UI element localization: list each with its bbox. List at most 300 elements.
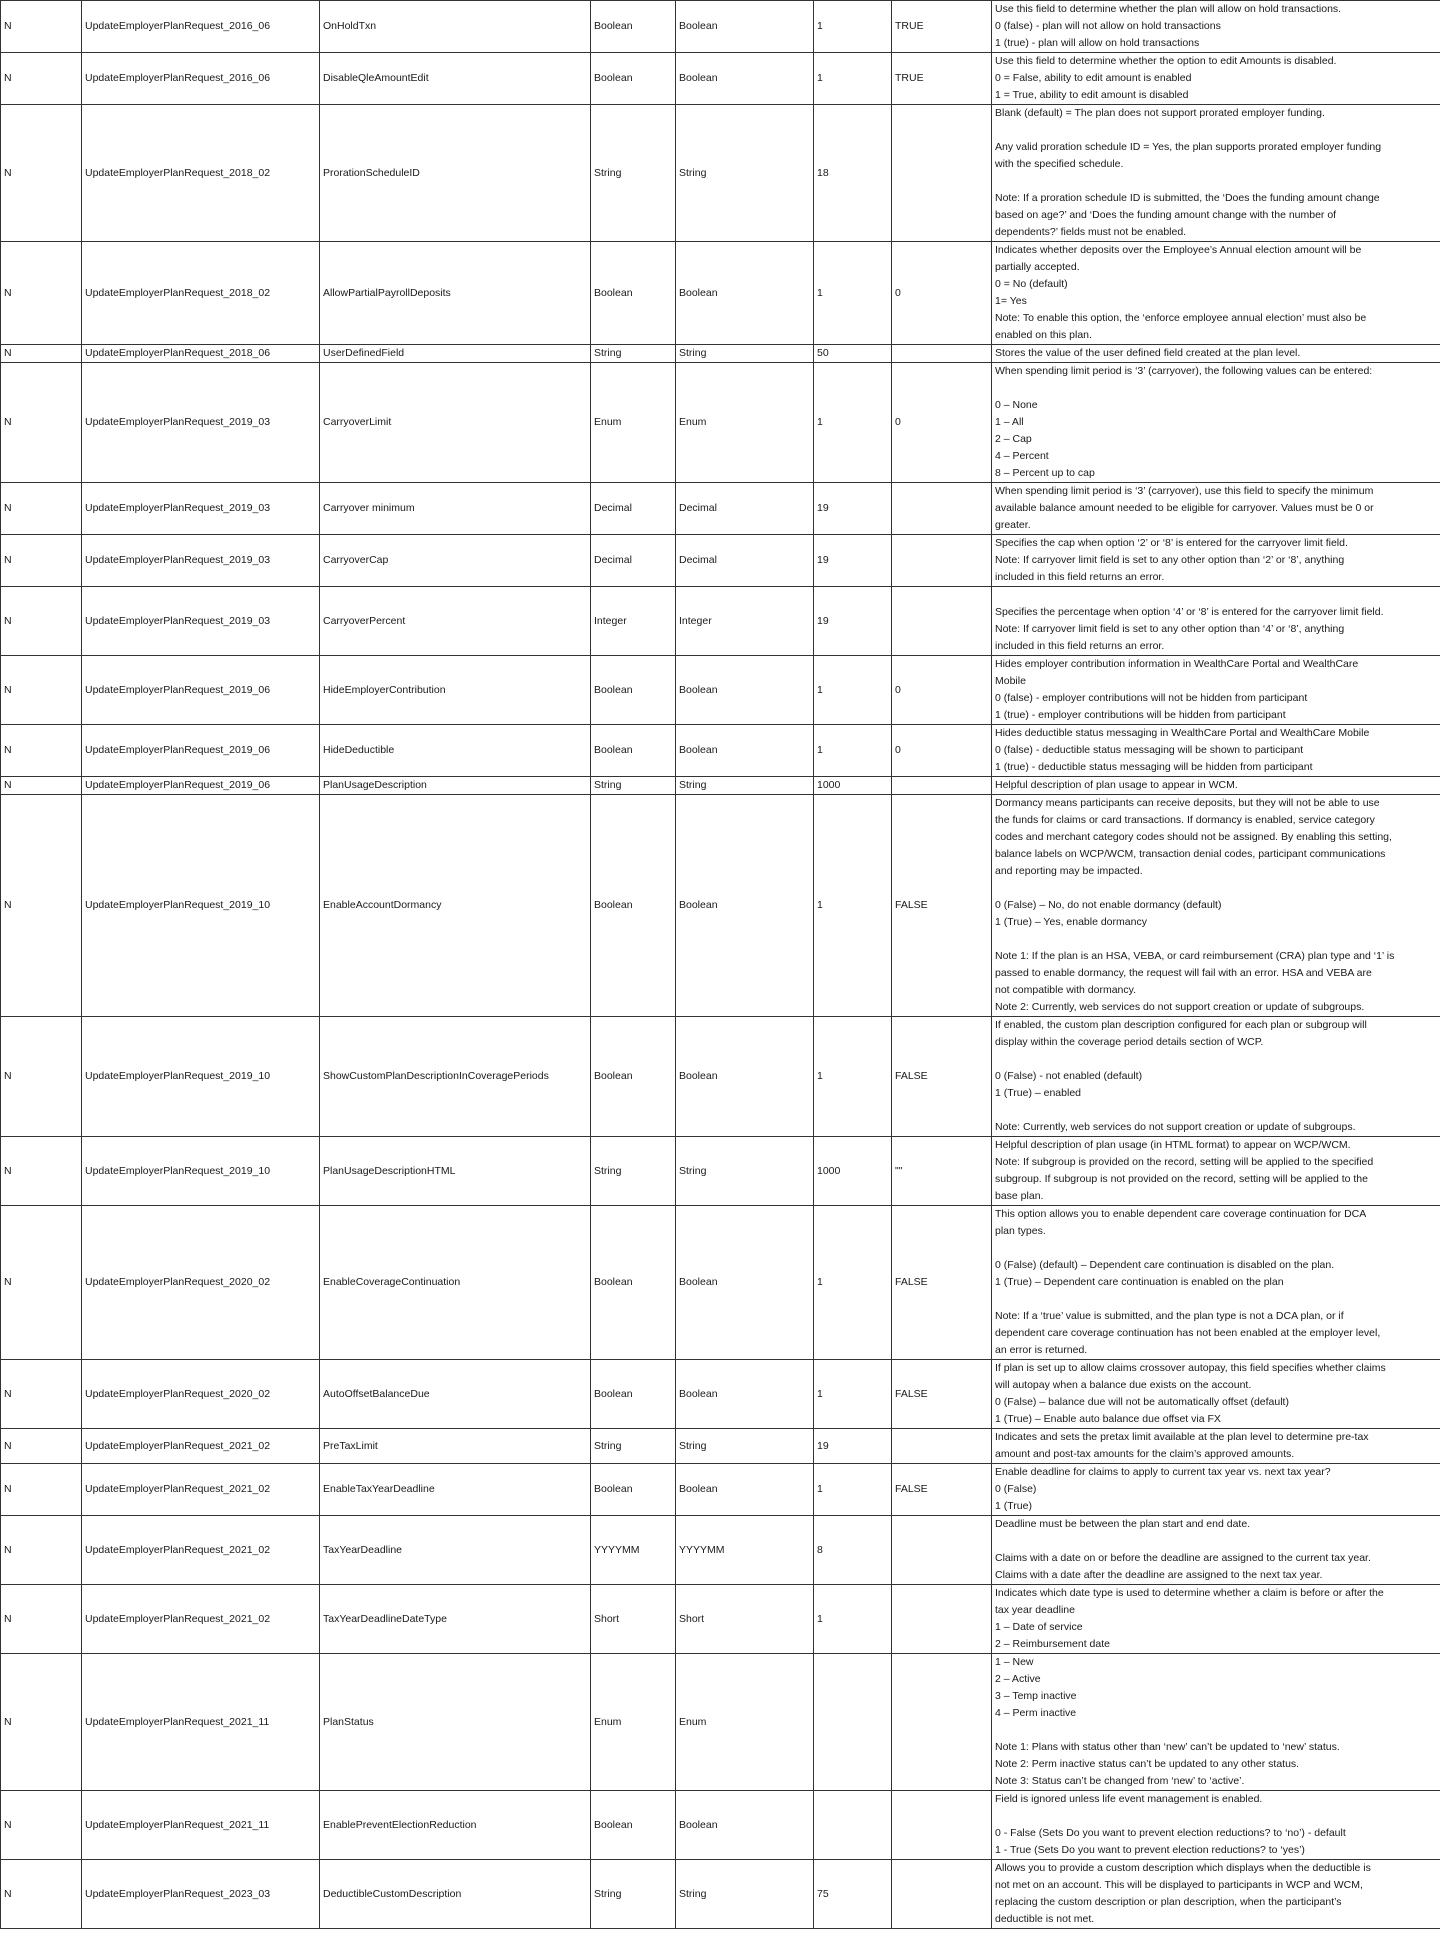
description-line: 0 (False) – No, do not enable dormancy (default) bbox=[995, 899, 1222, 911]
description-cell bbox=[992, 345, 1440, 363]
description-line: This option allows you to enable dependent care coverage continuation for DCA bbox=[995, 1208, 1367, 1220]
description-line bbox=[995, 1722, 1437, 1739]
description-line: not compatible with dormancy. bbox=[995, 984, 1137, 996]
max-length-cell: 1 bbox=[814, 242, 892, 345]
default-value-cell: FALSE bbox=[892, 795, 992, 1017]
description-line: greater. bbox=[995, 519, 1031, 531]
max-length-cell bbox=[814, 1791, 892, 1860]
description-line: Claims with a date on or before the deadline are assigned to the current tax year. bbox=[995, 1552, 1371, 1564]
data-type-cell: Boolean bbox=[591, 656, 676, 725]
data-type-cell: String bbox=[591, 777, 676, 795]
data-type-cell: Decimal bbox=[591, 535, 676, 587]
max-length-cell: 1000 bbox=[814, 777, 892, 795]
description-line: 0 – None bbox=[995, 399, 1038, 411]
default-value-cell bbox=[892, 483, 992, 535]
request-version-cell: UpdateEmployerPlanRequest_2021_11 bbox=[82, 1654, 320, 1791]
max-length-cell: 1 bbox=[814, 1, 892, 53]
description-cell bbox=[992, 725, 1440, 777]
field-name-cell: PlanUsageDescription bbox=[320, 777, 591, 795]
xml-type-cell: Boolean bbox=[676, 1206, 814, 1360]
description-line: display within the coverage period details section of WCP. bbox=[995, 1036, 1264, 1048]
field-name-cell: ShowCustomPlanDescriptionInCoveragePeriods bbox=[320, 1017, 591, 1137]
description-cell bbox=[992, 242, 1440, 345]
description-line bbox=[995, 122, 1437, 139]
description-cell bbox=[992, 1137, 1440, 1206]
table-row bbox=[1, 53, 1440, 105]
description-line: deductible is not met. bbox=[995, 1913, 1095, 1925]
xml-type-cell: Enum bbox=[676, 363, 814, 483]
description-line: 0 (false) - plan will not allow on hold transactions bbox=[995, 20, 1221, 32]
description-line: Blank (default) = The plan does not support prorated employer funding. bbox=[995, 107, 1325, 119]
description-line: 1 (True) – Enable auto balance due offset via FX bbox=[995, 1413, 1221, 1425]
required-cell: N bbox=[1, 1017, 82, 1137]
required-cell: N bbox=[1, 53, 82, 105]
xml-type-cell: Integer bbox=[676, 587, 814, 656]
data-type-cell: Boolean bbox=[591, 1, 676, 53]
description-line: Hides deductible status messaging in WealthCare Portal and WealthCare Mobile bbox=[995, 727, 1370, 739]
xml-type-cell: String bbox=[676, 777, 814, 795]
description-line: 1 = True, ability to edit amount is disabled bbox=[995, 89, 1189, 101]
description-line: 2 – Active bbox=[995, 1673, 1041, 1685]
description-line: dependents?’ fields must not be enabled. bbox=[995, 226, 1187, 238]
xml-type-cell: String bbox=[676, 1429, 814, 1464]
description-line: 0 = No (default) bbox=[995, 278, 1068, 290]
description-line: Helpful description of plan usage (in HTML format) to appear on WCP/WCM. bbox=[995, 1139, 1351, 1151]
request-version-cell: UpdateEmployerPlanRequest_2021_02 bbox=[82, 1429, 320, 1464]
description-line: 4 – Perm inactive bbox=[995, 1707, 1077, 1719]
max-length-cell: 1000 bbox=[814, 1137, 892, 1206]
default-value-cell bbox=[892, 1654, 992, 1791]
description-line: replacing the custom description or plan description, when the participant’s bbox=[995, 1896, 1342, 1908]
description-line: Note 1: If the plan is an HSA, VEBA, or card reimbursement (CRA) plan type and ‘1’ is bbox=[995, 950, 1395, 962]
default-value-cell bbox=[892, 105, 992, 242]
data-type-cell: String bbox=[591, 345, 676, 363]
description-cell bbox=[992, 483, 1440, 535]
field-name-cell: PlanStatus bbox=[320, 1654, 591, 1791]
table-body bbox=[1, 1, 1440, 1929]
request-version-cell: UpdateEmployerPlanRequest_2021_02 bbox=[82, 1464, 320, 1516]
xml-type-cell: Boolean bbox=[676, 1464, 814, 1516]
data-type-cell: Enum bbox=[591, 1654, 676, 1791]
description-line: based on age?’ and ‘Does the funding amount change with the number of bbox=[995, 209, 1337, 221]
description-cell bbox=[992, 363, 1440, 483]
description-line: will autopay when a balance due exists on the account. bbox=[995, 1379, 1252, 1391]
xml-type-cell: Short bbox=[676, 1585, 814, 1654]
description-line bbox=[995, 1533, 1437, 1550]
table-row bbox=[1, 725, 1440, 777]
description-line: 8 – Percent up to cap bbox=[995, 467, 1095, 479]
description-line: 1 (True) – Dependent care continuation is enabled on the plan bbox=[995, 1276, 1284, 1288]
required-cell: N bbox=[1, 725, 82, 777]
description-line bbox=[995, 380, 1437, 397]
description-line: available balance amount needed to be eligible for carryover. Values must be 0 or bbox=[995, 502, 1374, 514]
data-type-cell: Short bbox=[591, 1585, 676, 1654]
data-type-cell: String bbox=[591, 1429, 676, 1464]
required-cell: N bbox=[1, 242, 82, 345]
description-line: Deadline must be between the plan start and end date. bbox=[995, 1518, 1251, 1530]
default-value-cell: 0 bbox=[892, 363, 992, 483]
description-line: Helpful description of plan usage to appear in WCM. bbox=[995, 779, 1238, 791]
default-value-cell: TRUE bbox=[892, 1, 992, 53]
request-version-cell: UpdateEmployerPlanRequest_2016_06 bbox=[82, 1, 320, 53]
description-line: the funds for claims or card transactions. If dormancy is enabled, service category bbox=[995, 814, 1375, 826]
default-value-cell bbox=[892, 587, 992, 656]
description-line: Hides employer contribution information in WealthCare Portal and WealthCare bbox=[995, 658, 1359, 670]
description-line: 1 (true) - plan will allow on hold transactions bbox=[995, 37, 1200, 49]
description-line: 0 - False (Sets Do you want to prevent election reductions? to ‘no’) - default bbox=[995, 1827, 1346, 1839]
default-value-cell: 0 bbox=[892, 242, 992, 345]
table-row bbox=[1, 242, 1440, 345]
request-version-cell: UpdateEmployerPlanRequest_2019_03 bbox=[82, 535, 320, 587]
description-line: base plan. bbox=[995, 1190, 1044, 1202]
request-version-cell: UpdateEmployerPlanRequest_2021_02 bbox=[82, 1585, 320, 1654]
table-row bbox=[1, 1017, 1440, 1137]
description-line: amount and post-tax amounts for the claim’s approved amounts. bbox=[995, 1448, 1295, 1460]
required-cell: N bbox=[1, 1791, 82, 1860]
required-cell: N bbox=[1, 1137, 82, 1206]
field-name-cell: OnHoldTxn bbox=[320, 1, 591, 53]
description-line: Stores the value of the user defined field created at the plan level. bbox=[995, 347, 1301, 359]
description-line: 1= Yes bbox=[995, 295, 1027, 307]
default-value-cell: FALSE bbox=[892, 1206, 992, 1360]
description-line: Specifies the cap when option ‘2’ or ‘8’ is entered for the carryover limit field. bbox=[995, 537, 1348, 549]
required-cell: N bbox=[1, 777, 82, 795]
data-type-cell: Boolean bbox=[591, 1360, 676, 1429]
xml-type-cell: Boolean bbox=[676, 1791, 814, 1860]
table-row bbox=[1, 1, 1440, 53]
default-value-cell: FALSE bbox=[892, 1464, 992, 1516]
data-type-cell: Enum bbox=[591, 363, 676, 483]
description-line: Indicates whether deposits over the Employee’s Annual election amount will be bbox=[995, 244, 1362, 256]
xml-type-cell: Decimal bbox=[676, 535, 814, 587]
description-line: 1 – All bbox=[995, 416, 1024, 428]
data-type-cell: Integer bbox=[591, 587, 676, 656]
max-length-cell: 1 bbox=[814, 1360, 892, 1429]
max-length-cell: 1 bbox=[814, 53, 892, 105]
request-version-cell: UpdateEmployerPlanRequest_2019_03 bbox=[82, 363, 320, 483]
table-row bbox=[1, 777, 1440, 795]
description-line: Mobile bbox=[995, 675, 1026, 687]
description-cell bbox=[992, 777, 1440, 795]
data-type-cell: Boolean bbox=[591, 725, 676, 777]
field-name-cell: EnableTaxYearDeadline bbox=[320, 1464, 591, 1516]
request-version-cell: UpdateEmployerPlanRequest_2019_10 bbox=[82, 1137, 320, 1206]
request-version-cell: UpdateEmployerPlanRequest_2016_06 bbox=[82, 53, 320, 105]
request-version-cell: UpdateEmployerPlanRequest_2018_06 bbox=[82, 345, 320, 363]
required-cell: N bbox=[1, 1654, 82, 1791]
description-line: with the specified schedule. bbox=[995, 158, 1124, 170]
default-value-cell bbox=[892, 1860, 992, 1929]
description-cell bbox=[992, 1, 1440, 53]
xml-type-cell: Boolean bbox=[676, 795, 814, 1017]
max-length-cell bbox=[814, 1654, 892, 1791]
max-length-cell: 1 bbox=[814, 1017, 892, 1137]
description-cell bbox=[992, 587, 1440, 656]
table-row bbox=[1, 1654, 1440, 1791]
data-type-cell: String bbox=[591, 105, 676, 242]
description-line: passed to enable dormancy, the request will fail with an error. HSA and VEBA are bbox=[995, 967, 1372, 979]
description-cell bbox=[992, 795, 1440, 1017]
xml-type-cell: String bbox=[676, 105, 814, 242]
description-line: Enable deadline for claims to apply to current tax year vs. next tax year? bbox=[995, 1466, 1331, 1478]
data-type-cell: Boolean bbox=[591, 1464, 676, 1516]
default-value-cell bbox=[892, 345, 992, 363]
table-row bbox=[1, 345, 1440, 363]
description-line: Note: To enable this option, the ‘enforce employee annual election’ must also be bbox=[995, 312, 1367, 324]
default-value-cell bbox=[892, 535, 992, 587]
description-cell bbox=[992, 105, 1440, 242]
xml-type-cell: String bbox=[676, 345, 814, 363]
description-line: 2 – Cap bbox=[995, 433, 1032, 445]
max-length-cell: 19 bbox=[814, 535, 892, 587]
description-cell bbox=[992, 1791, 1440, 1860]
description-line bbox=[995, 931, 1437, 948]
description-line: Indicates and sets the pretax limit available at the plan level to determine pre-tax bbox=[995, 1431, 1369, 1443]
description-line: included in this field returns an error. bbox=[995, 571, 1165, 583]
default-value-cell: FALSE bbox=[892, 1017, 992, 1137]
field-name-cell: HideEmployerContribution bbox=[320, 656, 591, 725]
description-line: 0 (false) - deductible status messaging will be shown to participant bbox=[995, 744, 1304, 756]
xml-type-cell: Decimal bbox=[676, 483, 814, 535]
field-name-cell: TaxYearDeadline bbox=[320, 1516, 591, 1585]
description-line: Specifies the percentage when option ‘4’ or ‘8’ is entered for the carryover limit field. bbox=[995, 606, 1384, 618]
description-cell bbox=[992, 1464, 1440, 1516]
data-type-cell: Boolean bbox=[591, 795, 676, 1017]
field-name-cell: UserDefinedField bbox=[320, 345, 591, 363]
description-line: Use this field to determine whether the plan will allow on hold transactions. bbox=[995, 3, 1342, 15]
field-name-cell: TaxYearDeadlineDateType bbox=[320, 1585, 591, 1654]
default-value-cell bbox=[892, 1791, 992, 1860]
table-row bbox=[1, 483, 1440, 535]
description-cell bbox=[992, 53, 1440, 105]
default-value-cell: TRUE bbox=[892, 53, 992, 105]
default-value-cell: 0 bbox=[892, 725, 992, 777]
description-line: Use this field to determine whether the option to edit Amounts is disabled. bbox=[995, 55, 1337, 67]
description-line: not met on an account. This will be displayed to participants in WCP and WCM, bbox=[995, 1879, 1363, 1891]
request-version-cell: UpdateEmployerPlanRequest_2018_02 bbox=[82, 105, 320, 242]
request-version-cell: UpdateEmployerPlanRequest_2020_02 bbox=[82, 1206, 320, 1360]
description-line bbox=[995, 1102, 1437, 1119]
max-length-cell: 1 bbox=[814, 1206, 892, 1360]
request-version-cell: UpdateEmployerPlanRequest_2019_10 bbox=[82, 1017, 320, 1137]
request-version-cell: UpdateEmployerPlanRequest_2019_03 bbox=[82, 587, 320, 656]
default-value-cell bbox=[892, 1585, 992, 1654]
description-line: 0 (False) – balance due will not be automatically offset (default) bbox=[995, 1396, 1289, 1408]
max-length-cell: 19 bbox=[814, 483, 892, 535]
description-cell bbox=[992, 1654, 1440, 1791]
request-version-cell: UpdateEmployerPlanRequest_2020_02 bbox=[82, 1360, 320, 1429]
description-line bbox=[995, 1240, 1437, 1257]
description-line: partially accepted. bbox=[995, 261, 1080, 273]
required-cell: N bbox=[1, 363, 82, 483]
xml-type-cell: Boolean bbox=[676, 1360, 814, 1429]
default-value-cell: FALSE bbox=[892, 1360, 992, 1429]
description-cell bbox=[992, 1860, 1440, 1929]
required-cell: N bbox=[1, 345, 82, 363]
description-line: Note 3: Status can’t be changed from ‘new’ to ‘active’. bbox=[995, 1775, 1245, 1787]
description-line: Allows you to provide a custom description which displays when the deductible is bbox=[995, 1862, 1371, 1874]
request-version-cell: UpdateEmployerPlanRequest_2019_06 bbox=[82, 777, 320, 795]
field-name-cell: EnableCoverageContinuation bbox=[320, 1206, 591, 1360]
field-name-cell: CarryoverLimit bbox=[320, 363, 591, 483]
default-value-cell bbox=[892, 777, 992, 795]
table-row bbox=[1, 1429, 1440, 1464]
description-line: Note: If carryover limit field is set to any other option than ‘4’ or ‘8’, anything bbox=[995, 623, 1345, 635]
description-line: 0 (False) bbox=[995, 1483, 1037, 1495]
required-cell: N bbox=[1, 1585, 82, 1654]
description-line: Any valid proration schedule ID = Yes, the plan supports prorated employer funding bbox=[995, 141, 1382, 153]
description-line bbox=[995, 587, 1437, 604]
required-cell: N bbox=[1, 656, 82, 725]
description-line bbox=[995, 173, 1437, 190]
description-line: 1 (true) - employer contributions will be hidden from participant bbox=[995, 709, 1286, 721]
table-row bbox=[1, 1464, 1440, 1516]
table-row bbox=[1, 1360, 1440, 1429]
description-line: Indicates which date type is used to determine whether a claim is before or after the bbox=[995, 1587, 1384, 1599]
xml-type-cell: Boolean bbox=[676, 242, 814, 345]
field-name-cell: DeductibleCustomDescription bbox=[320, 1860, 591, 1929]
data-type-cell: String bbox=[591, 1860, 676, 1929]
data-type-cell: YYYYMM bbox=[591, 1516, 676, 1585]
field-name-cell: HideDeductible bbox=[320, 725, 591, 777]
description-cell bbox=[992, 1585, 1440, 1654]
description-line: If enabled, the custom plan description configured for each plan or subgroup will bbox=[995, 1019, 1367, 1031]
request-version-cell: UpdateEmployerPlanRequest_2021_11 bbox=[82, 1791, 320, 1860]
table-row bbox=[1, 1860, 1440, 1929]
description-cell bbox=[992, 1360, 1440, 1429]
default-value-cell bbox=[892, 1429, 992, 1464]
request-version-cell: UpdateEmployerPlanRequest_2019_06 bbox=[82, 656, 320, 725]
request-version-cell: UpdateEmployerPlanRequest_2018_02 bbox=[82, 242, 320, 345]
max-length-cell: 1 bbox=[814, 795, 892, 1017]
max-length-cell: 19 bbox=[814, 587, 892, 656]
description-line: When spending limit period is ‘3’ (carryover), use this field to specify the minimum bbox=[995, 485, 1374, 497]
description-line: codes and merchant category codes should not be assigned. By enabling this setting, bbox=[995, 831, 1392, 843]
table-row bbox=[1, 1516, 1440, 1585]
max-length-cell: 1 bbox=[814, 1464, 892, 1516]
required-cell: N bbox=[1, 535, 82, 587]
default-value-cell: 0 bbox=[892, 656, 992, 725]
description-line bbox=[995, 1051, 1437, 1068]
required-cell: N bbox=[1, 1464, 82, 1516]
description-line: 2 – Reimbursement date bbox=[995, 1638, 1110, 1650]
data-type-cell: Boolean bbox=[591, 1206, 676, 1360]
xml-type-cell: Enum bbox=[676, 1654, 814, 1791]
max-length-cell: 1 bbox=[814, 363, 892, 483]
field-name-cell: DisableQleAmountEdit bbox=[320, 53, 591, 105]
description-line: 1 – Date of service bbox=[995, 1621, 1083, 1633]
required-cell: N bbox=[1, 105, 82, 242]
required-cell: N bbox=[1, 1, 82, 53]
xml-type-cell: Boolean bbox=[676, 1017, 814, 1137]
description-line: 1 (true) - deductible status messaging will be hidden from participant bbox=[995, 761, 1313, 773]
description-line: Note: If a ‘true’ value is submitted, and the plan type is not a DCA plan, or if bbox=[995, 1310, 1344, 1322]
description-line: Field is ignored unless life event management is enabled. bbox=[995, 1793, 1263, 1805]
description-line: Note: Currently, web services do not support creation or update of subgroups. bbox=[995, 1121, 1356, 1133]
description-line: Note 2: Perm inactive status can’t be updated to any other status. bbox=[995, 1758, 1300, 1770]
xml-type-cell: Boolean bbox=[676, 656, 814, 725]
data-type-cell: String bbox=[591, 1137, 676, 1206]
required-cell: N bbox=[1, 587, 82, 656]
description-line: 1 (True) – Yes, enable dormancy bbox=[995, 916, 1147, 928]
description-cell bbox=[992, 656, 1440, 725]
description-line: When spending limit period is ‘3’ (carryover), the following values can be entered: bbox=[995, 365, 1373, 377]
table-row bbox=[1, 795, 1440, 1017]
max-length-cell: 19 bbox=[814, 1429, 892, 1464]
description-line: 4 – Percent bbox=[995, 450, 1049, 462]
description-line: balance labels on WCP/WCM, transaction denial codes, participant communications bbox=[995, 848, 1386, 860]
description-line bbox=[995, 1291, 1437, 1308]
request-version-cell: UpdateEmployerPlanRequest_2019_03 bbox=[82, 483, 320, 535]
required-cell: N bbox=[1, 1360, 82, 1429]
xml-type-cell: Boolean bbox=[676, 1, 814, 53]
field-name-cell: EnablePreventElectionReduction bbox=[320, 1791, 591, 1860]
description-cell bbox=[992, 1429, 1440, 1464]
field-name-cell: AllowPartialPayrollDeposits bbox=[320, 242, 591, 345]
description-line: Note 1: Plans with status other than ‘new’ can’t be updated to ‘new’ status. bbox=[995, 1741, 1340, 1753]
description-line bbox=[995, 880, 1437, 897]
table-row bbox=[1, 1206, 1440, 1360]
field-name-cell: ProrationScheduleID bbox=[320, 105, 591, 242]
field-name-cell: PreTaxLimit bbox=[320, 1429, 591, 1464]
description-line: included in this field returns an error. bbox=[995, 640, 1165, 652]
description-line: plan types. bbox=[995, 1225, 1046, 1237]
data-type-cell: Boolean bbox=[591, 1791, 676, 1860]
description-line: 3 – Temp inactive bbox=[995, 1690, 1077, 1702]
field-name-cell: PlanUsageDescriptionHTML bbox=[320, 1137, 591, 1206]
xml-type-cell: YYYYMM bbox=[676, 1516, 814, 1585]
field-name-cell: EnableAccountDormancy bbox=[320, 795, 591, 1017]
description-line: 0 (False) - not enabled (default) bbox=[995, 1070, 1143, 1082]
max-length-cell: 50 bbox=[814, 345, 892, 363]
table-row bbox=[1, 535, 1440, 587]
max-length-cell: 1 bbox=[814, 656, 892, 725]
required-cell: N bbox=[1, 1206, 82, 1360]
max-length-cell: 75 bbox=[814, 1860, 892, 1929]
description-line: and reporting may be impacted. bbox=[995, 865, 1143, 877]
description-line: Dormancy means participants can receive deposits, but they will not be able to use bbox=[995, 797, 1380, 809]
description-line: If plan is set up to allow claims crossover autopay, this field specifies whether claims bbox=[995, 1362, 1386, 1374]
description-line: 0 = False, ability to edit amount is enabled bbox=[995, 72, 1192, 84]
max-length-cell: 1 bbox=[814, 1585, 892, 1654]
request-version-cell: UpdateEmployerPlanRequest_2023_03 bbox=[82, 1860, 320, 1929]
table-row bbox=[1, 1585, 1440, 1654]
required-cell: N bbox=[1, 795, 82, 1017]
default-value-cell: "" bbox=[892, 1137, 992, 1206]
description-line: Claims with a date after the deadline are assigned to the next tax year. bbox=[995, 1569, 1323, 1581]
field-name-cell: AutoOffsetBalanceDue bbox=[320, 1360, 591, 1429]
xml-type-cell: Boolean bbox=[676, 53, 814, 105]
description-line: dependent care coverage continuation has not been enabled at the employer level, bbox=[995, 1327, 1381, 1339]
max-length-cell: 8 bbox=[814, 1516, 892, 1585]
required-cell: N bbox=[1, 1860, 82, 1929]
description-line: 1 – New bbox=[995, 1656, 1034, 1668]
data-type-cell: Boolean bbox=[591, 1017, 676, 1137]
description-cell bbox=[992, 535, 1440, 587]
max-length-cell: 18 bbox=[814, 105, 892, 242]
default-value-cell bbox=[892, 1516, 992, 1585]
description-line: subgroup. If subgroup is not provided on the record, setting will be applied to the bbox=[995, 1173, 1368, 1185]
table-row bbox=[1, 363, 1440, 483]
required-cell: N bbox=[1, 1429, 82, 1464]
data-type-cell: Decimal bbox=[591, 483, 676, 535]
table-row bbox=[1, 587, 1440, 656]
description-line bbox=[995, 1808, 1437, 1825]
description-line: 0 (false) - employer contributions will not be hidden from participant bbox=[995, 692, 1308, 704]
field-name-cell: CarryoverPercent bbox=[320, 587, 591, 656]
xml-type-cell: String bbox=[676, 1137, 814, 1206]
table-row bbox=[1, 656, 1440, 725]
